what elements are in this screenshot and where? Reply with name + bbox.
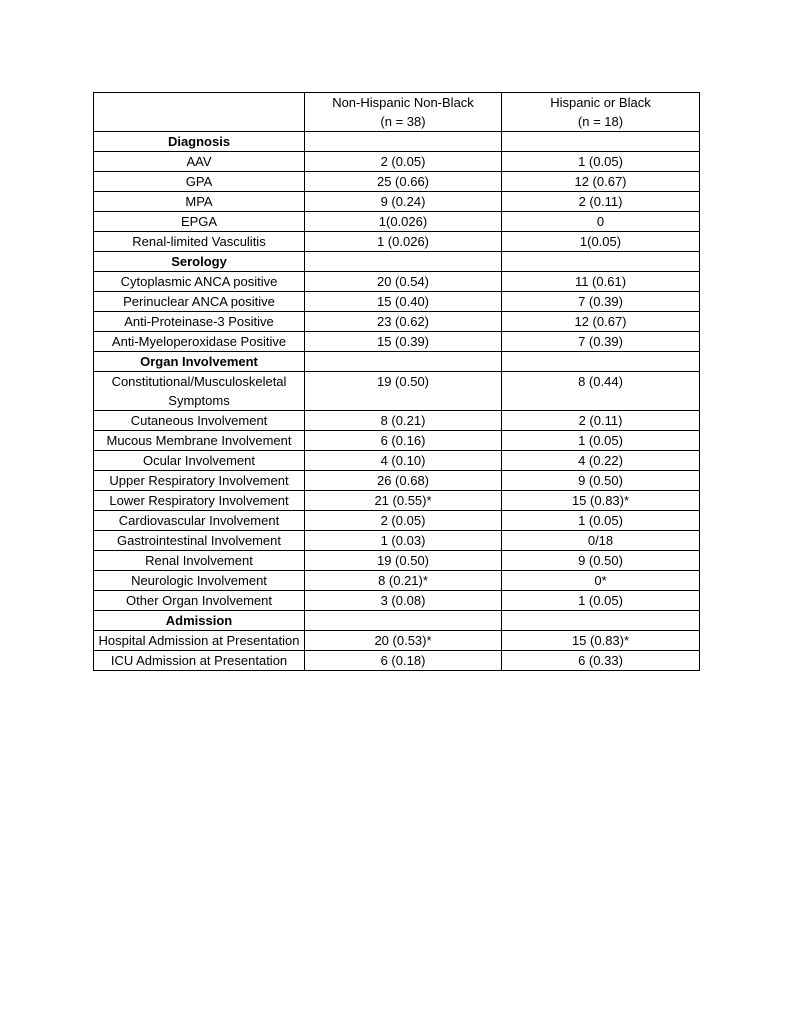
table-row	[94, 212, 700, 232]
table-row	[94, 152, 700, 172]
header-cell-group-1	[305, 93, 502, 132]
table-row	[94, 531, 700, 551]
cell-group-2: 6 (0.33)	[502, 651, 700, 671]
cell-group-2: 15 (0.83)*	[502, 491, 700, 511]
header-group-2-name: Hispanic or Black	[550, 95, 651, 110]
table-header-row	[94, 93, 700, 132]
cell-group-1: 6 (0.16)	[305, 431, 502, 451]
table-row	[94, 471, 700, 491]
row-label: Hospital Admission at Presentation	[94, 631, 305, 651]
cell-group-2: 0	[502, 212, 700, 232]
cell-group-2: 12 (0.67)	[502, 172, 700, 192]
header-group-1-n: (n = 38)	[380, 114, 426, 129]
row-label: MPA	[94, 192, 305, 212]
row-label: Other Organ Involvement	[94, 591, 305, 611]
cell-group-1: 4 (0.10)	[305, 451, 502, 471]
row-label: Neurologic Involvement	[94, 571, 305, 591]
row-label: AAV	[94, 152, 305, 172]
cell-group-2: 1 (0.05)	[502, 591, 700, 611]
row-label: EPGA	[94, 212, 305, 232]
cell-group-2: 8 (0.44)	[502, 372, 700, 411]
table-row	[94, 172, 700, 192]
table-body	[94, 132, 700, 671]
cell-group-2	[502, 352, 700, 372]
section-header-row	[94, 611, 700, 631]
cell-group-1: 20 (0.54)	[305, 272, 502, 292]
cell-group-1: 2 (0.05)	[305, 511, 502, 531]
row-label: Lower Respiratory Involvement	[94, 491, 305, 511]
table-row	[94, 651, 700, 671]
section-label: Diagnosis	[94, 132, 305, 152]
section-header-row	[94, 132, 700, 152]
cell-group-1: 25 (0.66)	[305, 172, 502, 192]
row-label: ICU Admission at Presentation	[94, 651, 305, 671]
table-row	[94, 372, 700, 411]
cell-group-2: 15 (0.83)*	[502, 631, 700, 651]
row-label: Ocular Involvement	[94, 451, 305, 471]
section-header-row	[94, 352, 700, 372]
cell-group-1: 8 (0.21)*	[305, 571, 502, 591]
cell-group-2: 1(0.05)	[502, 232, 700, 252]
cell-group-1: 15 (0.39)	[305, 332, 502, 352]
header-group-1-name: Non-Hispanic Non-Black	[332, 95, 474, 110]
cell-group-2: 1 (0.05)	[502, 511, 700, 531]
table-row	[94, 591, 700, 611]
cell-group-1	[305, 611, 502, 631]
cell-group-2: 0*	[502, 571, 700, 591]
table-row	[94, 292, 700, 312]
cell-group-1: 19 (0.50)	[305, 372, 502, 411]
row-label: Upper Respiratory Involvement	[94, 471, 305, 491]
table-row	[94, 332, 700, 352]
cell-group-1: 8 (0.21)	[305, 411, 502, 431]
cell-group-2	[502, 252, 700, 272]
cell-group-2: 1 (0.05)	[502, 152, 700, 172]
table-row	[94, 411, 700, 431]
cell-group-2: 2 (0.11)	[502, 411, 700, 431]
header-cell-group-2	[502, 93, 700, 132]
cell-group-1	[305, 132, 502, 152]
table-row	[94, 232, 700, 252]
table-row	[94, 551, 700, 571]
table-row	[94, 272, 700, 292]
cell-group-1: 15 (0.40)	[305, 292, 502, 312]
row-label: Gastrointestinal Involvement	[94, 531, 305, 551]
row-label: Anti-Myeloperoxidase Positive	[94, 332, 305, 352]
row-label: Renal Involvement	[94, 551, 305, 571]
header-cell-label	[94, 93, 305, 132]
cell-group-1: 23 (0.62)	[305, 312, 502, 332]
cell-group-2: 9 (0.50)	[502, 551, 700, 571]
row-label: Anti-Proteinase-3 Positive	[94, 312, 305, 332]
table-row	[94, 192, 700, 212]
table-row	[94, 312, 700, 332]
row-label: Mucous Membrane Involvement	[94, 431, 305, 451]
cell-group-1: 1 (0.026)	[305, 232, 502, 252]
cell-group-2	[502, 132, 700, 152]
cell-group-2: 7 (0.39)	[502, 292, 700, 312]
cell-group-1: 20 (0.53)*	[305, 631, 502, 651]
row-label: Cardiovascular Involvement	[94, 511, 305, 531]
table-row	[94, 511, 700, 531]
section-header-row	[94, 252, 700, 272]
cell-group-2: 7 (0.39)	[502, 332, 700, 352]
cell-group-1: 9 (0.24)	[305, 192, 502, 212]
cell-group-2: 9 (0.50)	[502, 471, 700, 491]
header-group-2-n: (n = 18)	[577, 114, 624, 129]
row-label: Cutaneous Involvement	[94, 411, 305, 431]
cell-group-2: 4 (0.22)	[502, 451, 700, 471]
section-label: Serology	[94, 252, 305, 272]
cell-group-2: 12 (0.67)	[502, 312, 700, 332]
row-label: Renal-limited Vasculitis	[94, 232, 305, 252]
cell-group-2: 1 (0.05)	[502, 431, 700, 451]
data-table	[93, 92, 700, 671]
table-row	[94, 491, 700, 511]
row-label: Cytoplasmic ANCA positive	[94, 272, 305, 292]
cell-group-1: 26 (0.68)	[305, 471, 502, 491]
row-label: GPA	[94, 172, 305, 192]
cell-group-2: 2 (0.11)	[502, 192, 700, 212]
table-row	[94, 431, 700, 451]
table-row	[94, 631, 700, 651]
cell-group-1: 21 (0.55)*	[305, 491, 502, 511]
cell-group-1	[305, 352, 502, 372]
cell-group-1	[305, 252, 502, 272]
row-label: Perinuclear ANCA positive	[94, 292, 305, 312]
cell-group-1: 6 (0.18)	[305, 651, 502, 671]
cell-group-1: 19 (0.50)	[305, 551, 502, 571]
table-row	[94, 451, 700, 471]
cell-group-1: 1(0.026)	[305, 212, 502, 232]
cell-group-2: 0/18	[502, 531, 700, 551]
cell-group-1: 1 (0.03)	[305, 531, 502, 551]
row-label: Constitutional/Musculoskeletal Symptoms	[94, 372, 305, 411]
table-row	[94, 571, 700, 591]
section-label: Admission	[94, 611, 305, 631]
cell-group-1: 3 (0.08)	[305, 591, 502, 611]
section-label: Organ Involvement	[94, 352, 305, 372]
cell-group-1: 2 (0.05)	[305, 152, 502, 172]
cell-group-2: 11 (0.61)	[502, 272, 700, 292]
cell-group-2	[502, 611, 700, 631]
